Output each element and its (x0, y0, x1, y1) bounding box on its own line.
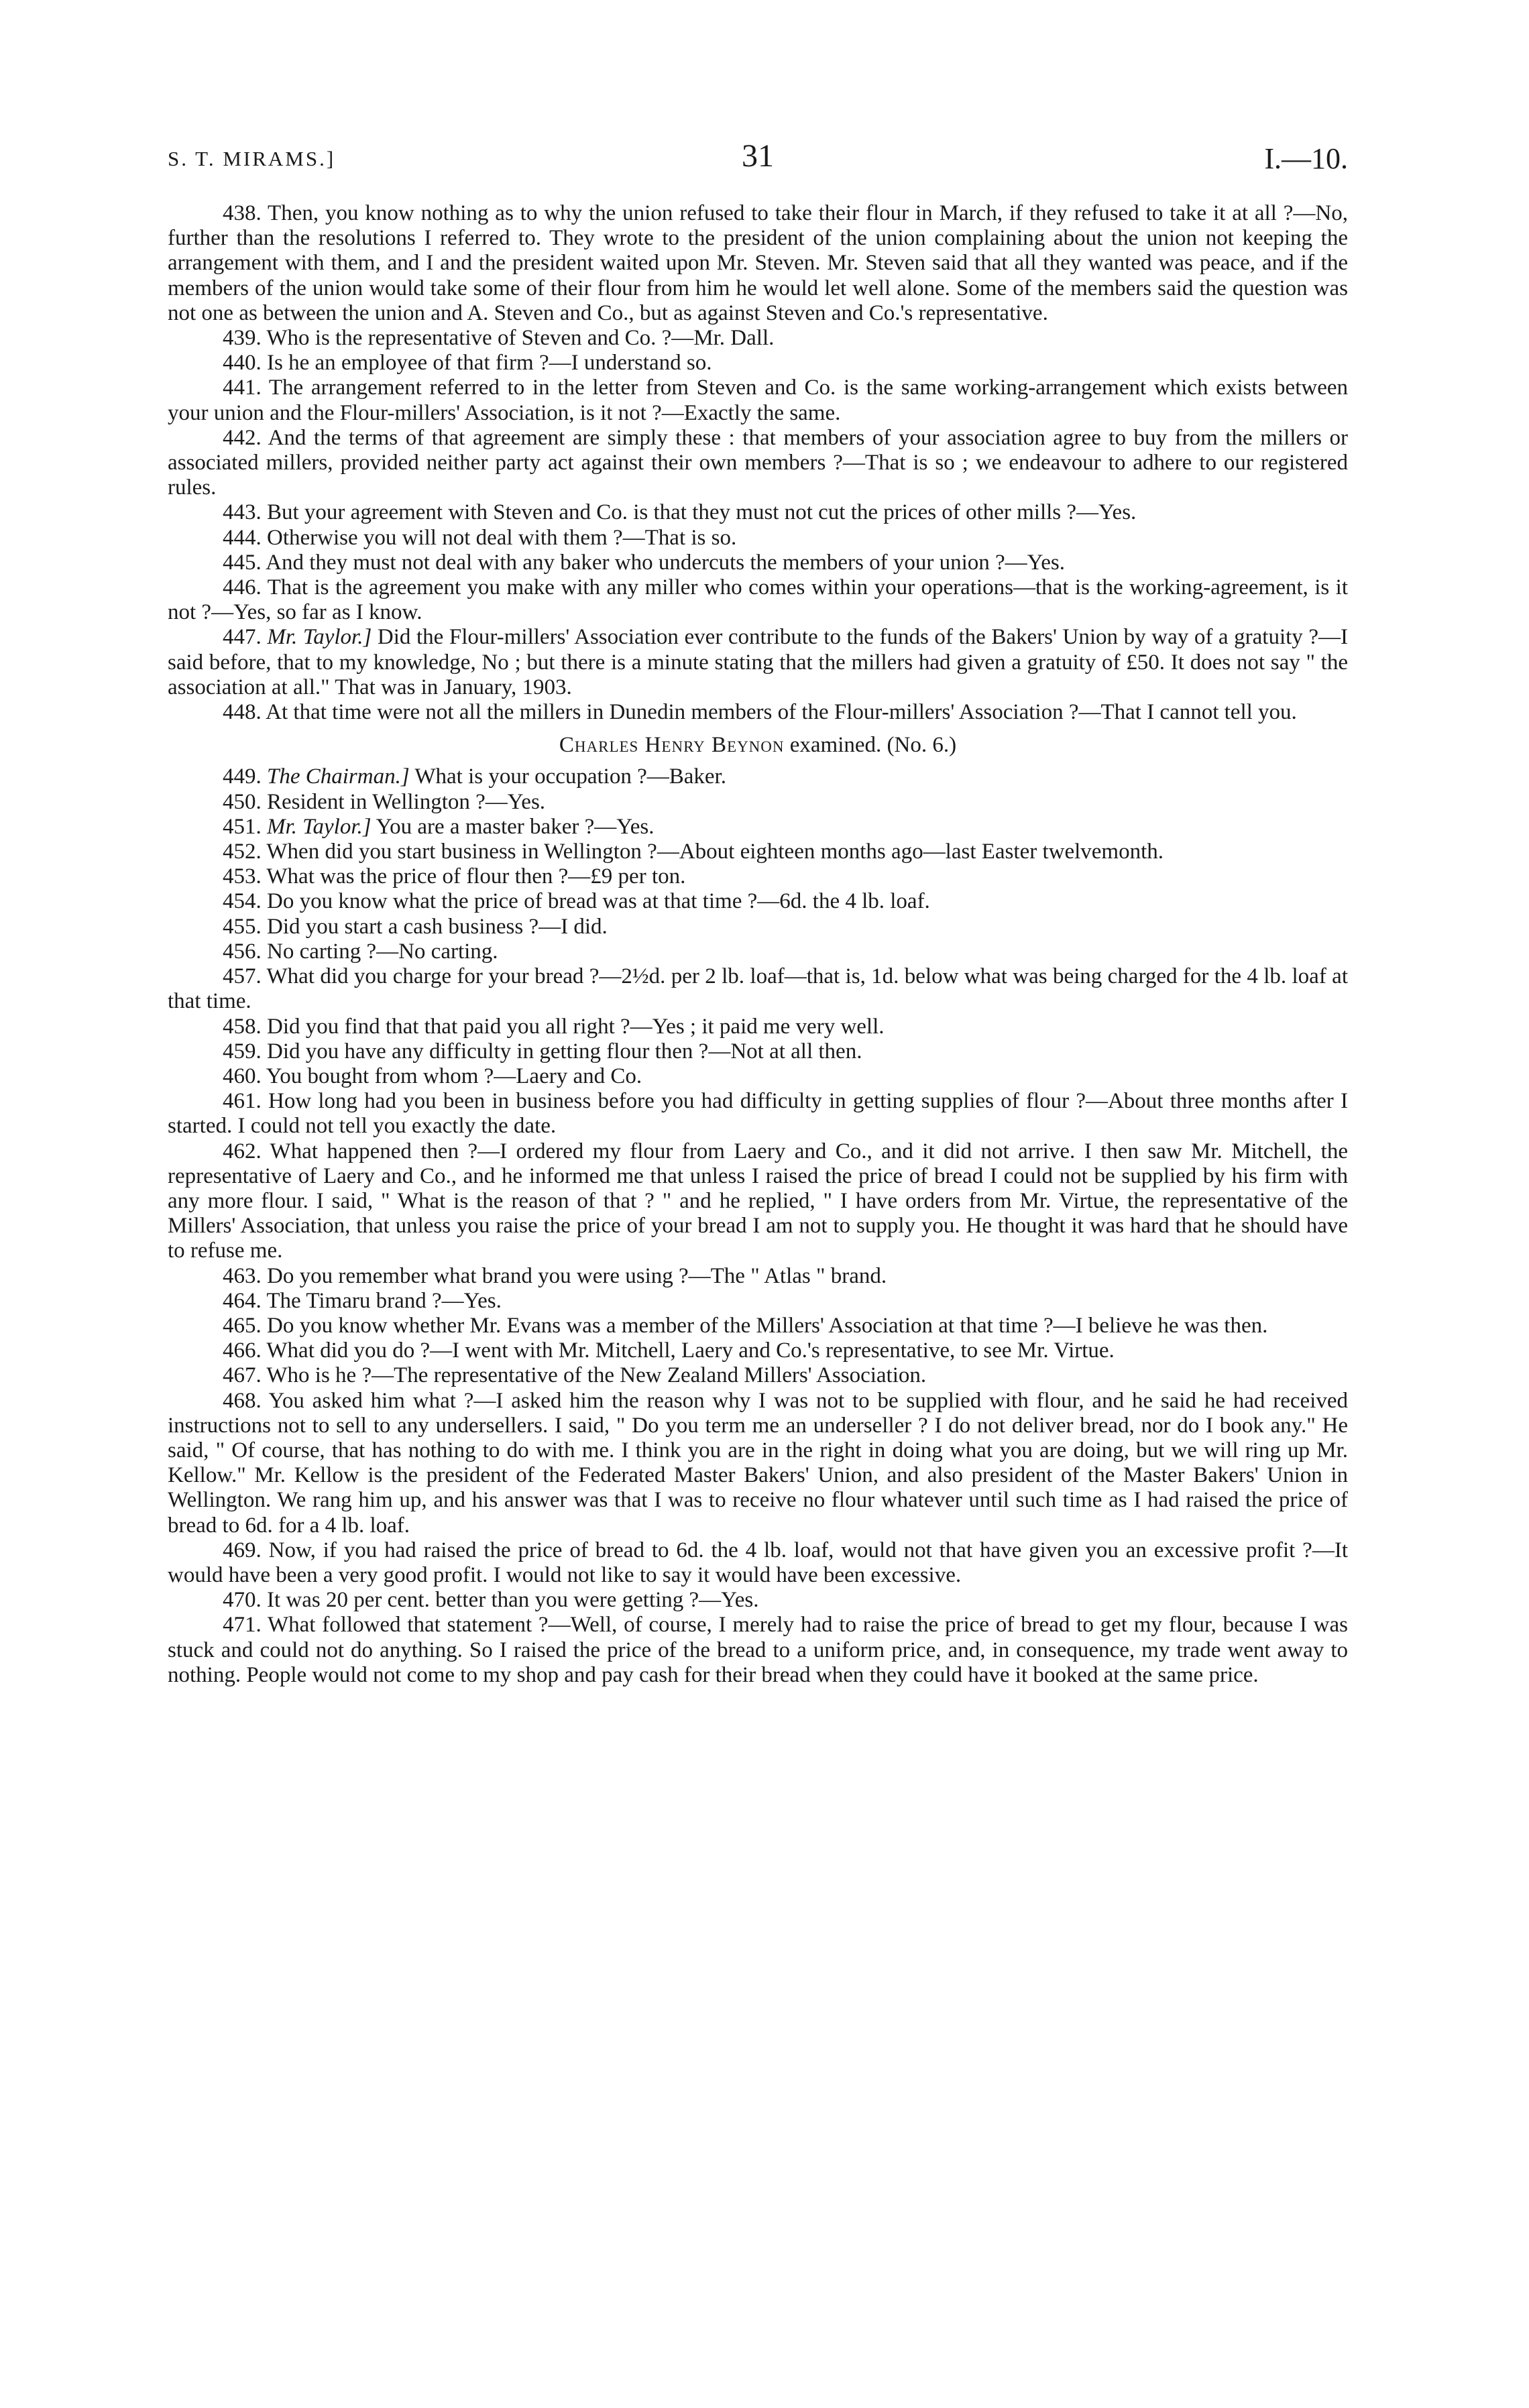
paragraph-463: 463. Do you remember what brand you were using ?—The " Atlas " brand. (223, 1263, 887, 1288)
paragraph-456: 456. No carting ?—No carting. (223, 939, 498, 964)
paragraph-text: What is your occupation ?—Baker. (414, 764, 726, 789)
paragraph-439: 439. Who is the representative of Steven and Co. ?—Mr. Dall. (223, 326, 775, 351)
paragraph-438: 438. Then, you know nothing as to why the union refused to take their flour in March, if they refused to take it at all ?—No, further than the resolutions I referred to. They wrote to the president of the union complaining about the union not keeping the arrangement with them, and I and the president waited upon Mr. Steven. Mr. Steven said that all they wanted was peace, and if the members of the union would take some of their flour from him he would let well alone. Some of the members said the question was not one as between the union and A. Steven and Co., but as against Steven and Co.'s representative. (168, 201, 1348, 325)
header-witness-name: S. T. MIRAMS.] (168, 147, 336, 170)
paragraph-452: 452. When did you start business in Wellington ?—About eighteen months ago—last Easter twelvemonth. (223, 840, 1164, 864)
paragraph-447 (168, 625, 1348, 700)
paragraph-445: 445. And they must not deal with any baker who undercuts the members of your union ?—Yes. (223, 550, 1065, 575)
question-number: 451. (223, 814, 262, 839)
speaker-label: Mr. Taylor.] (267, 625, 372, 650)
page-number: 31 (742, 138, 774, 174)
paragraph-453: 453. What was the price of flour then ?—£9 per ton. (223, 864, 686, 889)
paragraph-450: 450. Resident in Wellington ?—Yes. (223, 789, 546, 814)
page-body (168, 201, 1348, 1688)
paragraph-455: 455. Did you start a cash business ?—I did. (223, 914, 608, 939)
paragraph-449 (168, 764, 1348, 789)
paragraph-442: 442. And the terms of that agreement are simply these : that members of your association agree to buy from the millers or associated millers, provided neither party act against their own members ?—That is so ; we endeavour to adhere to our registered rules. (168, 425, 1348, 500)
witness-heading (168, 733, 1348, 758)
paragraph-465: 465. Do you know whether Mr. Evans was a member of the Millers' Association at that time ?—I believe he was then. (223, 1313, 1268, 1338)
question-number: 447. (223, 625, 262, 650)
paragraph-text: Did the Flour-millers' Association ever contribute to the funds of the Bakers' Union by way of a gratuity ?—I said before, that to my knowledge, No ; but there is a minute stating that the millers had given a gratuity of £50. It does not say " the association at all." That was in January, 1903. (168, 625, 1349, 699)
page-header (168, 137, 1348, 178)
paragraph-471: 471. What followed that statement ?—Well, of course, I merely had to raise the price of bread to get my flour, because I was stuck and could not do anything. So I raised the price of the bread to a uniform price, and, in consequence, my trade went away to nothing. People would not come to my shop and pay cash for their bread when they could have it booked at the same price. (168, 1613, 1348, 1687)
paragraph-443: 443. But your agreement with Steven and Co. is that they must not cut the prices of other mills ?—Yes. (223, 500, 1137, 525)
speaker-label: Mr. Taylor.] (267, 814, 372, 839)
question-number: 449. (223, 764, 262, 789)
witness-heading-rest: examined. (No. 6.) (789, 733, 957, 758)
paragraph-444: 444. Otherwise you will not deal with them ?—That is so. (223, 525, 737, 550)
paragraph-464: 464. The Timaru brand ?—Yes. (223, 1288, 502, 1313)
paragraph-451 (168, 815, 1348, 840)
paragraph-446: 446. That is the agreement you make with any miller who comes within your operations—that is the working-agreement, is it not ?—Yes, so far as I know. (168, 575, 1348, 625)
paragraph-469: 469. Now, if you had raised the price of bread to 6d. the 4 lb. loaf, would not that have given you an excessive profit ?—It would have been a very good profit. I would not like to say it would have been excessive. (168, 1538, 1348, 1587)
paragraph-460: 460. You bought from whom ?—Laery and Co. (223, 1064, 642, 1088)
paragraph-441: 441. The arrangement referred to in the letter from Steven and Co. is the same working-arrangement which exists between your union and the Flour-millers' Association, is it not ?—Exactly the same. (168, 376, 1348, 425)
document-reference: I.—10. (1264, 142, 1348, 175)
speaker-label: The Chairman.] (267, 764, 410, 789)
paragraph-470: 470. It was 20 per cent. better than you were getting ?—Yes. (223, 1588, 759, 1613)
paragraph-462: 462. What happened then ?—I ordered my flour from Laery and Co., and it did not arrive. I then saw Mr. Mitchell, the representative of Laery and Co., and he informed me that unless I raised the price of bread I could not be supplied by his firm with any more flour. I said, " What is the reason of that ? " and he replied, " I have orders from Mr. Virtue, the representative of the Millers' Association, that unless you raise the price of your bread I am not to supply you. He thought it was hard that he should have to refuse me. (168, 1139, 1348, 1263)
paragraph-466: 466. What did you do ?—I went with Mr. Mitchell, Laery and Co.'s representative, to see Mr. Virtue. (223, 1338, 1115, 1363)
paragraph-440: 440. Is he an employee of that firm ?—I understand so. (223, 351, 712, 376)
paragraph-458: 458. Did you find that that paid you all right ?—Yes ; it paid me very well. (223, 1014, 885, 1039)
paragraph-467: 467. Who is he ?—The representative of the New Zealand Millers' Association. (223, 1363, 927, 1388)
paragraph-454: 454. Do you know what the price of bread was at that time ?—6d. the 4 lb. loaf. (223, 889, 930, 914)
paragraph-457: 457. What did you charge for your bread ?—2½d. per 2 lb. loaf—that is, 1d. below what was being charged for the 4 lb. loaf at that time. (168, 964, 1348, 1014)
paragraph-448: 448. At that time were not all the millers in Dunedin members of the Flour-millers' Association ?—That I cannot tell you. (223, 700, 1297, 725)
paragraph-468: 468. You asked him what ?—I asked him the reason why I was not to be supplied with flour, and he said he had received instructions not to sell to any undersellers. I said, " Do you term me an underseller ? I do not deliver bread, nor do I book any." He said, " Of course, that has nothing to do with me. I think you are in the right in doing what you are doing, but we will ring up Mr. Kellow." Mr. Kellow is the president of the Federated Master Bakers' Union, and also president of the Master Bakers' Union in Wellington. We rang him up, and his answer was that I was to receive no flour whatever until such time as I had raised the price of bread to 6d. for a 4 lb. loaf. (168, 1388, 1348, 1538)
witness-name: Charles Henry Beynon (559, 733, 785, 758)
paragraph-461: 461. How long had you been in business before you had difficulty in getting supplies of flour ?—About three months after I started. I could not tell you exactly the date. (168, 1089, 1348, 1139)
paragraph-459: 459. Did you have any difficulty in getting flour then ?—Not at all then. (223, 1039, 862, 1064)
paragraph-text: You are a master baker ?—Yes. (376, 814, 655, 839)
